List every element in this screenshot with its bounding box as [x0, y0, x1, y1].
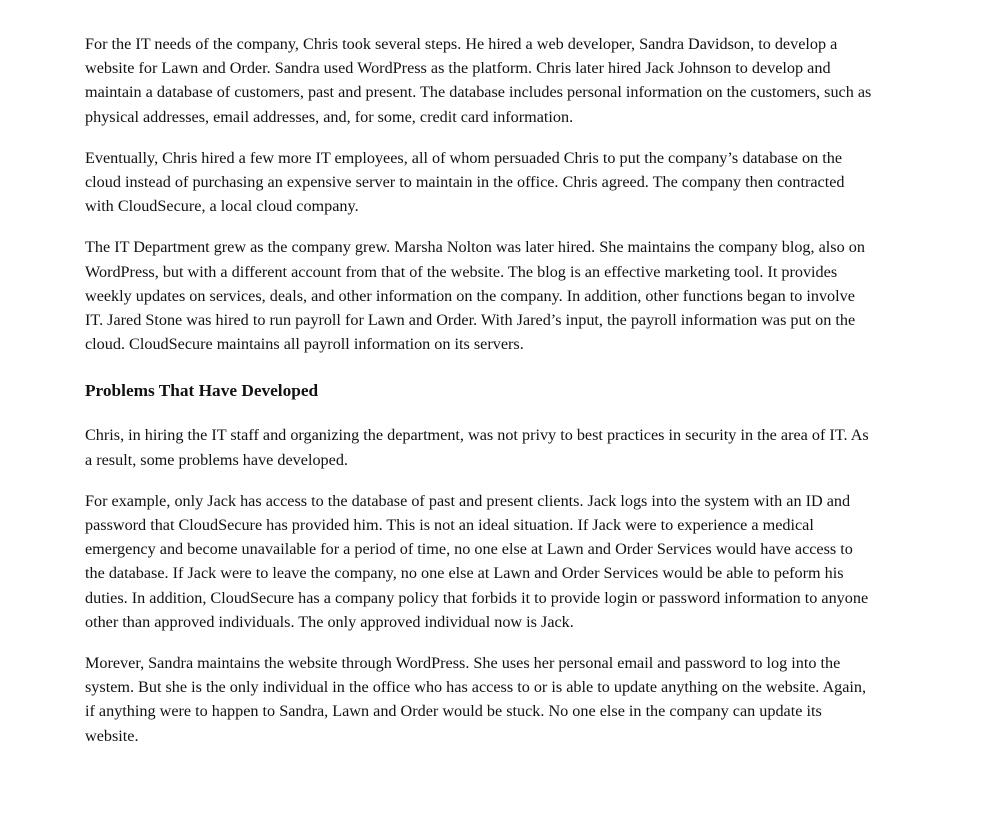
paragraph-jack-access: For example, only Jack has access to the database of past and present clients. Jack logs into the system with an ID and password that CloudSecure has provided him. This is not an ideal situation. If Jack were to experience a medical emergency and become unavailable for a period of time, no one else at Lawn and Order Services would have access to the database. If Jack were to leave the company, no one else at Lawn and Order Services would be able to peform his duties. In addition, CloudSecure has a company policy that forbids it to provide login or password information to anyone other than approved individuals. The only approved individual now is Jack. — [85, 491, 869, 631]
section-heading: Problems That Have Developed — [85, 381, 319, 401]
document-page — [85, 32, 875, 765]
paragraph-sandra-website: Morever, Sandra maintains the website through WordPress. She uses her personal email and password to log into the system. But she is the only individual in the office who has access to or is able to update anything on the website. Again, if anything were to happen to Sandra, Lawn and Order would be stuck. No one else in the company can update its website. — [85, 654, 867, 745]
paragraph-cloud-move: Eventually, Chris hired a few more IT employees, all of whom persuaded Chris to put the company’s database on the cloud instead of purchasing an expensive server to maintain in the office. Chris agreed. The company then contracted with CloudSecure, a local cloud company. — [85, 148, 845, 216]
paragraph-problems-intro: Chris, in hiring the IT staff and organizing the department, was not privy to best practices in security in the area of IT. As a result, some problems have developed. — [85, 426, 869, 469]
paragraph-it-needs: For the IT needs of the company, Chris took several steps. He hired a web developer, Sandra Davidson, to develop a website for Lawn and Order. Sandra used WordPress as the platform. Chris later hired Jack Johnson to develop and maintain a database of customers, past and present. The database includes personal information on the customers, such as physical addresses, email addresses, and, for some, credit card information. — [85, 35, 872, 126]
paragraph-it-department-growth: The IT Department grew as the company grew. Marsha Nolton was later hired. She maintains the company blog, also on WordPress, but with a different account from that of the website. The blog is an effective marketing tool. It provides weekly updates on services, deals, and other information on the company. In addition, other functions began to involve IT. Jared Stone was hired to run payroll for Lawn and Order. With Jared’s input, the payroll information was put on the cloud. CloudSecure maintains all payroll information on its servers. — [85, 238, 865, 354]
